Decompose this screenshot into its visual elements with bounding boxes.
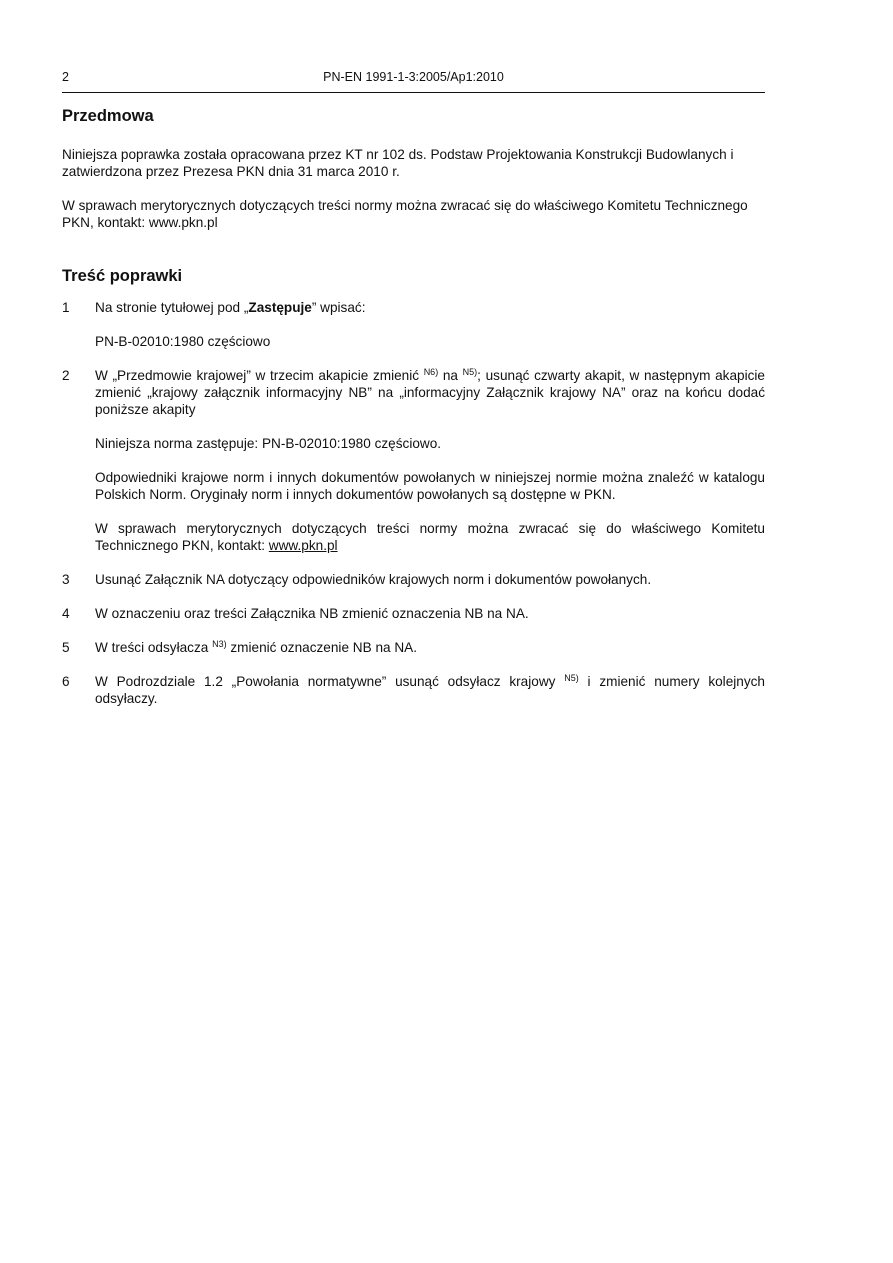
item-number: 4 [62, 606, 70, 621]
text-span: na [438, 368, 463, 383]
list-item-2 [62, 367, 765, 554]
item-number: 6 [62, 674, 70, 689]
text-span: W Podrozdziale 1.2 „Powołania normatywne” usunąć odsyłacz krajowy [95, 674, 565, 689]
item-body [95, 605, 765, 622]
item-1-text [95, 299, 765, 316]
page-content [62, 108, 765, 724]
heading-przedmowa: Przedmowa [62, 107, 154, 125]
item-4-text: W oznaczeniu oraz treści Załącznika NB zmienić oznaczenia NB na NA. [95, 606, 529, 621]
footnote-ref: N3) [212, 639, 227, 649]
document-title: PN-EN 1991-1-3:2005/Ap1:2010 [323, 70, 504, 84]
item-number: 3 [62, 572, 70, 587]
item-body [95, 367, 765, 554]
item-number: 2 [62, 368, 70, 383]
text-span: ; usunąć czwarty akapit, w następnym akapicie zmienić „krajowy załącznik informacyjny NB” na „informacyjny Załącznik krajowy NA” oraz na końcu dodać poniższe akapity [95, 368, 765, 417]
item-body [95, 299, 765, 350]
item-number: 1 [62, 300, 70, 315]
item-5-text [95, 639, 765, 656]
list-item-4 [62, 605, 765, 622]
pkn-link[interactable]: www.pkn.pl [268, 538, 338, 553]
footnote-ref: N5) [462, 367, 478, 377]
list-item-1 [62, 299, 765, 350]
text-span: Na stronie tytułowej pod „ [95, 300, 249, 315]
item-body [95, 571, 765, 588]
text-span: W treści odsyłacza [95, 640, 213, 655]
footnote-ref: N6) [423, 367, 439, 377]
item-body [95, 639, 765, 656]
item-1-subtext: PN-B-02010:1980 częściowo [95, 334, 271, 349]
heading-tresc-poprawki: Treść poprawki [62, 267, 183, 285]
page-number: 2 [62, 70, 69, 84]
przedmowa-section [62, 146, 765, 231]
item-3-text: Usunąć Załącznik NA dotyczący odpowiedników krajowych norm i dokumentów powołanych. [95, 572, 652, 587]
item-2-paragraph-2: Niniejsza norma zastępuje: PN-B-02010:1980 częściowo. [95, 436, 442, 451]
przedmowa-paragraph-1: Niniejsza poprawka została opracowana przez KT nr 102 ds. Podstaw Projektowania Konstrukcji Budowlanych i zatwierdzona przez Prezesa PKN dnia 31 marca 2010 r. [62, 147, 734, 179]
list-item-6 [62, 673, 765, 707]
list-item-5 [62, 639, 765, 656]
item-2-paragraph-3: Odpowiedniki krajowe norm i innych dokumentów powołanych w niniejszej normie można znaleźć w katalogu Polskich Norm. Oryginały norm i innych dokumentów powołanych są dostępne w PKN. [95, 470, 765, 502]
przedmowa-paragraph-2: W sprawach merytorycznych dotyczących treści normy można zwracać się do właściwego Komitetu Technicznego PKN, kontakt: www.pkn.pl [62, 198, 748, 230]
text-span: ” wpisać: [311, 300, 366, 315]
text-span: i zmienić numery kolejnych odsyłaczy. [95, 674, 765, 706]
text-span: W „Przedmowie krajowej” w trzecim akapicie zmienić [95, 368, 424, 383]
footnote-ref: N5) [564, 673, 579, 683]
bold-term: Zastępuje [248, 300, 312, 315]
item-2-text [95, 367, 765, 418]
item-2-paragraph-4 [95, 520, 765, 554]
item-number: 5 [62, 640, 70, 655]
item-body [95, 673, 765, 707]
item-6-text [95, 673, 765, 707]
text-span: W sprawach merytorycznych dotyczących treści normy można zwracać się do właściwego Komitetu Technicznego PKN, kontakt: [95, 521, 765, 553]
list-item-3 [62, 571, 765, 588]
text-span: zmienić oznaczenie NB na NA. [226, 640, 418, 655]
page-header [62, 68, 765, 93]
